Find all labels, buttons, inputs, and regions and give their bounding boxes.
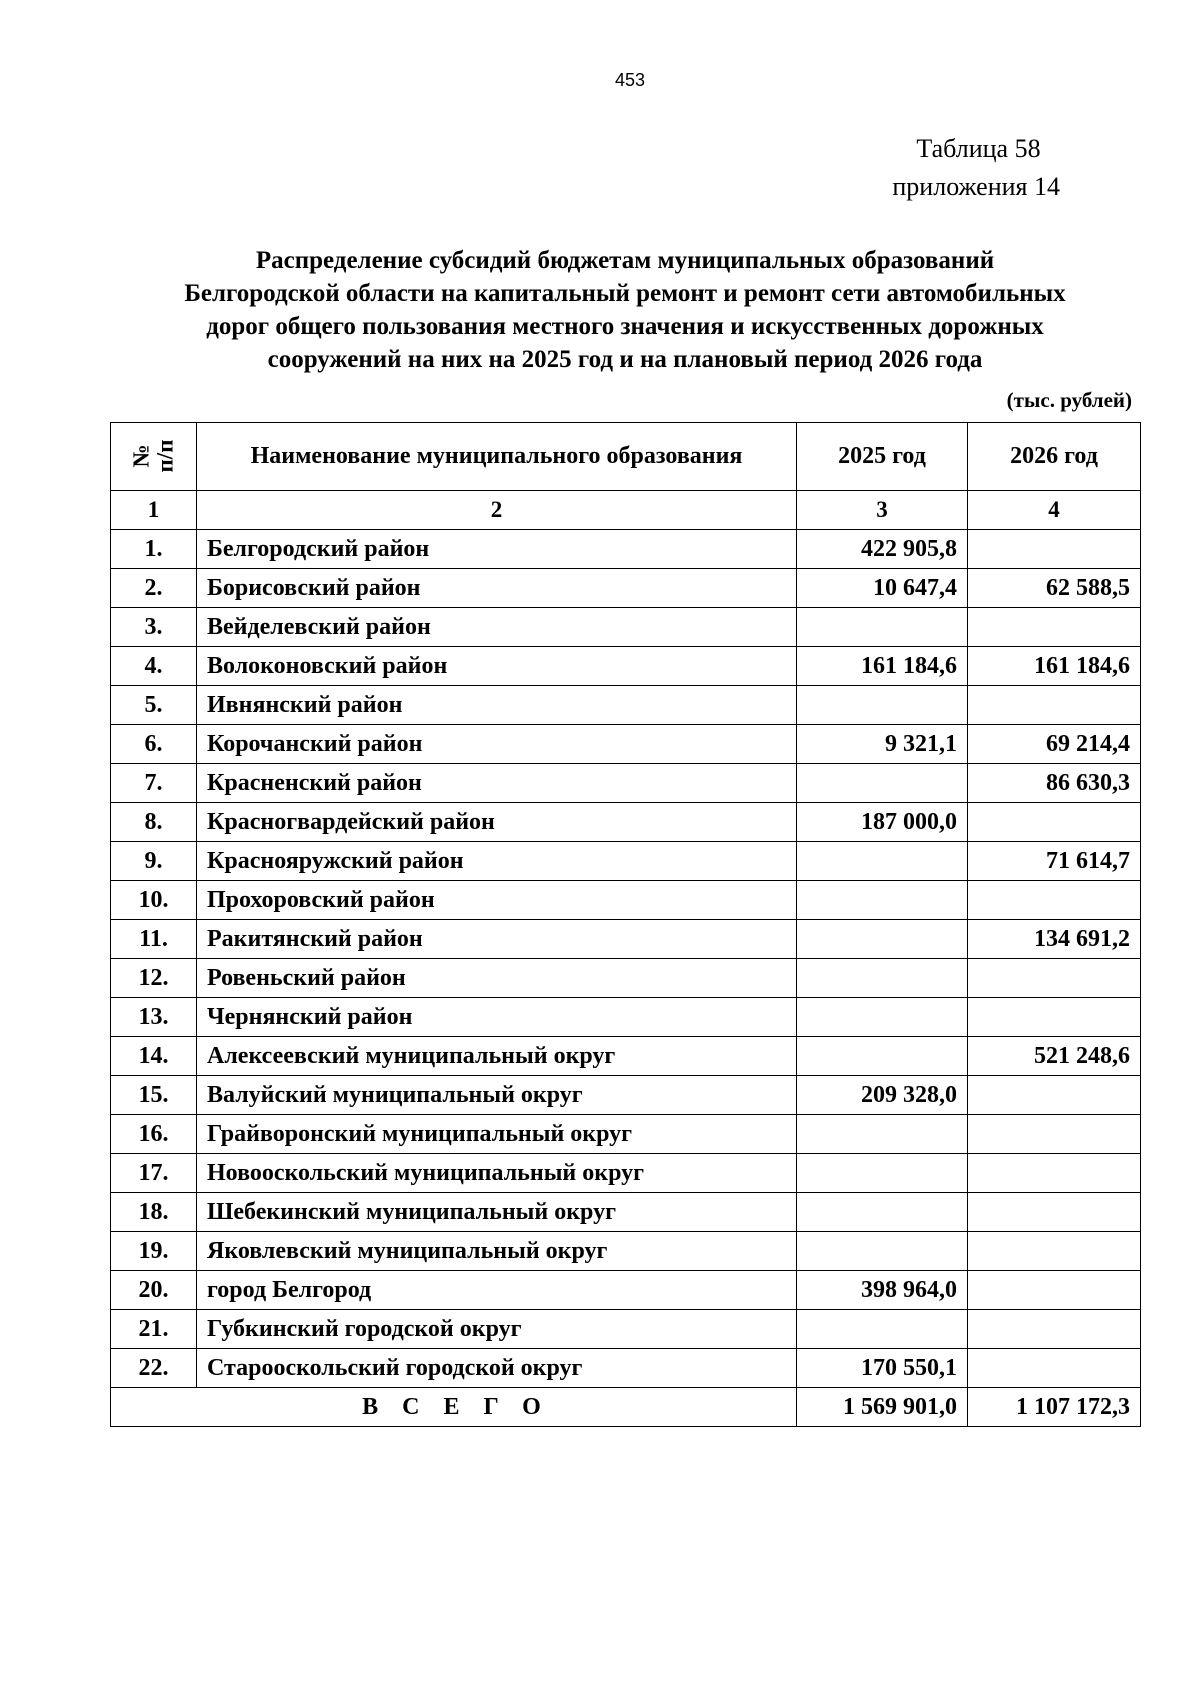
header-2026: 2026 год xyxy=(968,423,1141,491)
row-value-2025 xyxy=(797,1232,968,1271)
col-number-1: 1 xyxy=(111,491,197,530)
row-value-2026 xyxy=(968,1349,1141,1388)
table-reference xyxy=(892,130,1060,206)
table-row xyxy=(111,1115,1141,1154)
row-value-2025 xyxy=(797,920,968,959)
table-row xyxy=(111,1193,1141,1232)
table-row xyxy=(111,1310,1141,1349)
col-number-2: 2 xyxy=(197,491,797,530)
row-name: Краснояружский район xyxy=(197,842,797,881)
header-2025: 2025 год xyxy=(797,423,968,491)
table-ref-line2: приложения 14 xyxy=(892,172,1060,201)
row-number: 17. xyxy=(111,1154,197,1193)
row-number: 15. xyxy=(111,1076,197,1115)
col-number-3: 3 xyxy=(797,491,968,530)
row-name: город Белгород xyxy=(197,1271,797,1310)
row-name: Грайворонский муниципальный округ xyxy=(197,1115,797,1154)
table-ref-line1: Таблица 58 xyxy=(916,134,1041,163)
row-number: 13. xyxy=(111,998,197,1037)
row-value-2026 xyxy=(968,1076,1141,1115)
row-value-2025 xyxy=(797,1193,968,1232)
row-value-2025 xyxy=(797,998,968,1037)
table-row xyxy=(111,1037,1141,1076)
row-value-2026 xyxy=(968,1271,1141,1310)
row-name: Красногвардейский район xyxy=(197,803,797,842)
table-row xyxy=(111,1232,1141,1271)
table-row xyxy=(111,1271,1141,1310)
row-value-2025 xyxy=(797,881,968,920)
total-row xyxy=(111,1388,1141,1427)
table-row xyxy=(111,764,1141,803)
row-number: 4. xyxy=(111,647,197,686)
row-number: 10. xyxy=(111,881,197,920)
title-line3: дорог общего пользования местного значения и искусственных дорожных xyxy=(206,313,1044,340)
row-value-2026: 521 248,6 xyxy=(968,1037,1141,1076)
col-number-4: 4 xyxy=(968,491,1141,530)
table-row xyxy=(111,608,1141,647)
row-value-2026 xyxy=(968,530,1141,569)
row-name: Вейделевский район xyxy=(197,608,797,647)
table-row xyxy=(111,998,1141,1037)
table-row xyxy=(111,842,1141,881)
row-value-2026 xyxy=(968,686,1141,725)
header-number-line1: № xyxy=(128,443,154,468)
row-name: Корочанский район xyxy=(197,725,797,764)
row-value-2026 xyxy=(968,608,1141,647)
row-value-2026 xyxy=(968,1115,1141,1154)
row-value-2025 xyxy=(797,1115,968,1154)
row-value-2026 xyxy=(968,1232,1141,1271)
total-2025: 1 569 901,0 xyxy=(797,1388,968,1427)
row-number: 16. xyxy=(111,1115,197,1154)
row-number: 14. xyxy=(111,1037,197,1076)
row-value-2026 xyxy=(968,998,1141,1037)
row-number: 22. xyxy=(111,1349,197,1388)
row-number: 3. xyxy=(111,608,197,647)
row-value-2026 xyxy=(968,1154,1141,1193)
table-row xyxy=(111,1076,1141,1115)
row-number: 21. xyxy=(111,1310,197,1349)
row-value-2026: 161 184,6 xyxy=(968,647,1141,686)
title-line1: Распределение субсидий бюджетам муниципальных образований xyxy=(255,247,995,274)
row-value-2026: 134 691,2 xyxy=(968,920,1141,959)
row-value-2026 xyxy=(968,1310,1141,1349)
row-value-2025 xyxy=(797,959,968,998)
row-value-2025 xyxy=(797,686,968,725)
row-number: 18. xyxy=(111,1193,197,1232)
row-value-2025: 187 000,0 xyxy=(797,803,968,842)
row-value-2025: 209 328,0 xyxy=(797,1076,968,1115)
table-row xyxy=(111,569,1141,608)
row-value-2026 xyxy=(968,803,1141,842)
table-row xyxy=(111,1154,1141,1193)
row-name: Алексеевский муниципальный округ xyxy=(197,1037,797,1076)
row-value-2026 xyxy=(968,1193,1141,1232)
total-label: ВСЕГО xyxy=(111,1388,797,1427)
row-value-2025 xyxy=(797,608,968,647)
row-number: 8. xyxy=(111,803,197,842)
row-number: 2. xyxy=(111,569,197,608)
row-name: Ровеньский район xyxy=(197,959,797,998)
row-value-2025 xyxy=(797,842,968,881)
row-value-2025 xyxy=(797,1037,968,1076)
total-2026: 1 107 172,3 xyxy=(968,1388,1141,1427)
row-number: 11. xyxy=(111,920,197,959)
document-title xyxy=(110,244,1140,376)
units-label: (тыс. рублей) xyxy=(1006,388,1132,412)
header-number-line2: п/п xyxy=(152,439,178,472)
table-row xyxy=(111,881,1141,920)
header-row xyxy=(111,423,1141,491)
row-name: Борисовский район xyxy=(197,569,797,608)
row-value-2025: 9 321,1 xyxy=(797,725,968,764)
row-name: Старооскольский городской округ xyxy=(197,1349,797,1388)
table-row xyxy=(111,920,1141,959)
row-name: Губкинский городской округ xyxy=(197,1310,797,1349)
row-number: 1. xyxy=(111,530,197,569)
subsidy-table xyxy=(110,422,1141,1427)
table-row xyxy=(111,647,1141,686)
table-body xyxy=(111,530,1141,1388)
row-number: 9. xyxy=(111,842,197,881)
row-value-2026 xyxy=(968,959,1141,998)
table-row xyxy=(111,959,1141,998)
row-number: 20. xyxy=(111,1271,197,1310)
row-number: 19. xyxy=(111,1232,197,1271)
row-number: 7. xyxy=(111,764,197,803)
row-value-2026: 86 630,3 xyxy=(968,764,1141,803)
row-name: Волоконовский район xyxy=(197,647,797,686)
row-value-2025 xyxy=(797,764,968,803)
column-number-row xyxy=(111,491,1141,530)
page-number: 453 xyxy=(614,70,646,90)
row-name: Белгородский район xyxy=(197,530,797,569)
row-value-2026: 71 614,7 xyxy=(968,842,1141,881)
row-value-2025: 170 550,1 xyxy=(797,1349,968,1388)
row-value-2025: 161 184,6 xyxy=(797,647,968,686)
header-number xyxy=(111,423,197,491)
table-row xyxy=(111,686,1141,725)
row-value-2025: 10 647,4 xyxy=(797,569,968,608)
row-value-2026 xyxy=(968,881,1141,920)
row-name: Ракитянский район xyxy=(197,920,797,959)
row-value-2025 xyxy=(797,1310,968,1349)
table-row xyxy=(111,1349,1141,1388)
row-value-2026: 62 588,5 xyxy=(968,569,1141,608)
row-value-2025 xyxy=(797,1154,968,1193)
title-line2: Белгородской области на капитальный ремонт и ремонт сети автомобильных xyxy=(184,280,1066,307)
row-name: Яковлевский муниципальный округ xyxy=(197,1232,797,1271)
row-name: Валуйский муниципальный округ xyxy=(197,1076,797,1115)
row-value-2026: 69 214,4 xyxy=(968,725,1141,764)
row-name: Чернянский район xyxy=(197,998,797,1037)
row-value-2025: 422 905,8 xyxy=(797,530,968,569)
table-row xyxy=(111,530,1141,569)
row-name: Красненский район xyxy=(197,764,797,803)
row-name: Шебекинский муниципальный округ xyxy=(197,1193,797,1232)
header-name: Наименование муниципального образования xyxy=(197,423,797,491)
row-name: Новооскольский муниципальный округ xyxy=(197,1154,797,1193)
table-row xyxy=(111,803,1141,842)
row-name: Ивнянский район xyxy=(197,686,797,725)
row-name: Прохоровский район xyxy=(197,881,797,920)
row-number: 5. xyxy=(111,686,197,725)
row-value-2025: 398 964,0 xyxy=(797,1271,968,1310)
title-line4: сооружений на них на 2025 год и на плановый период 2026 года xyxy=(267,346,983,373)
table-row xyxy=(111,725,1141,764)
row-number: 6. xyxy=(111,725,197,764)
row-number: 12. xyxy=(111,959,197,998)
